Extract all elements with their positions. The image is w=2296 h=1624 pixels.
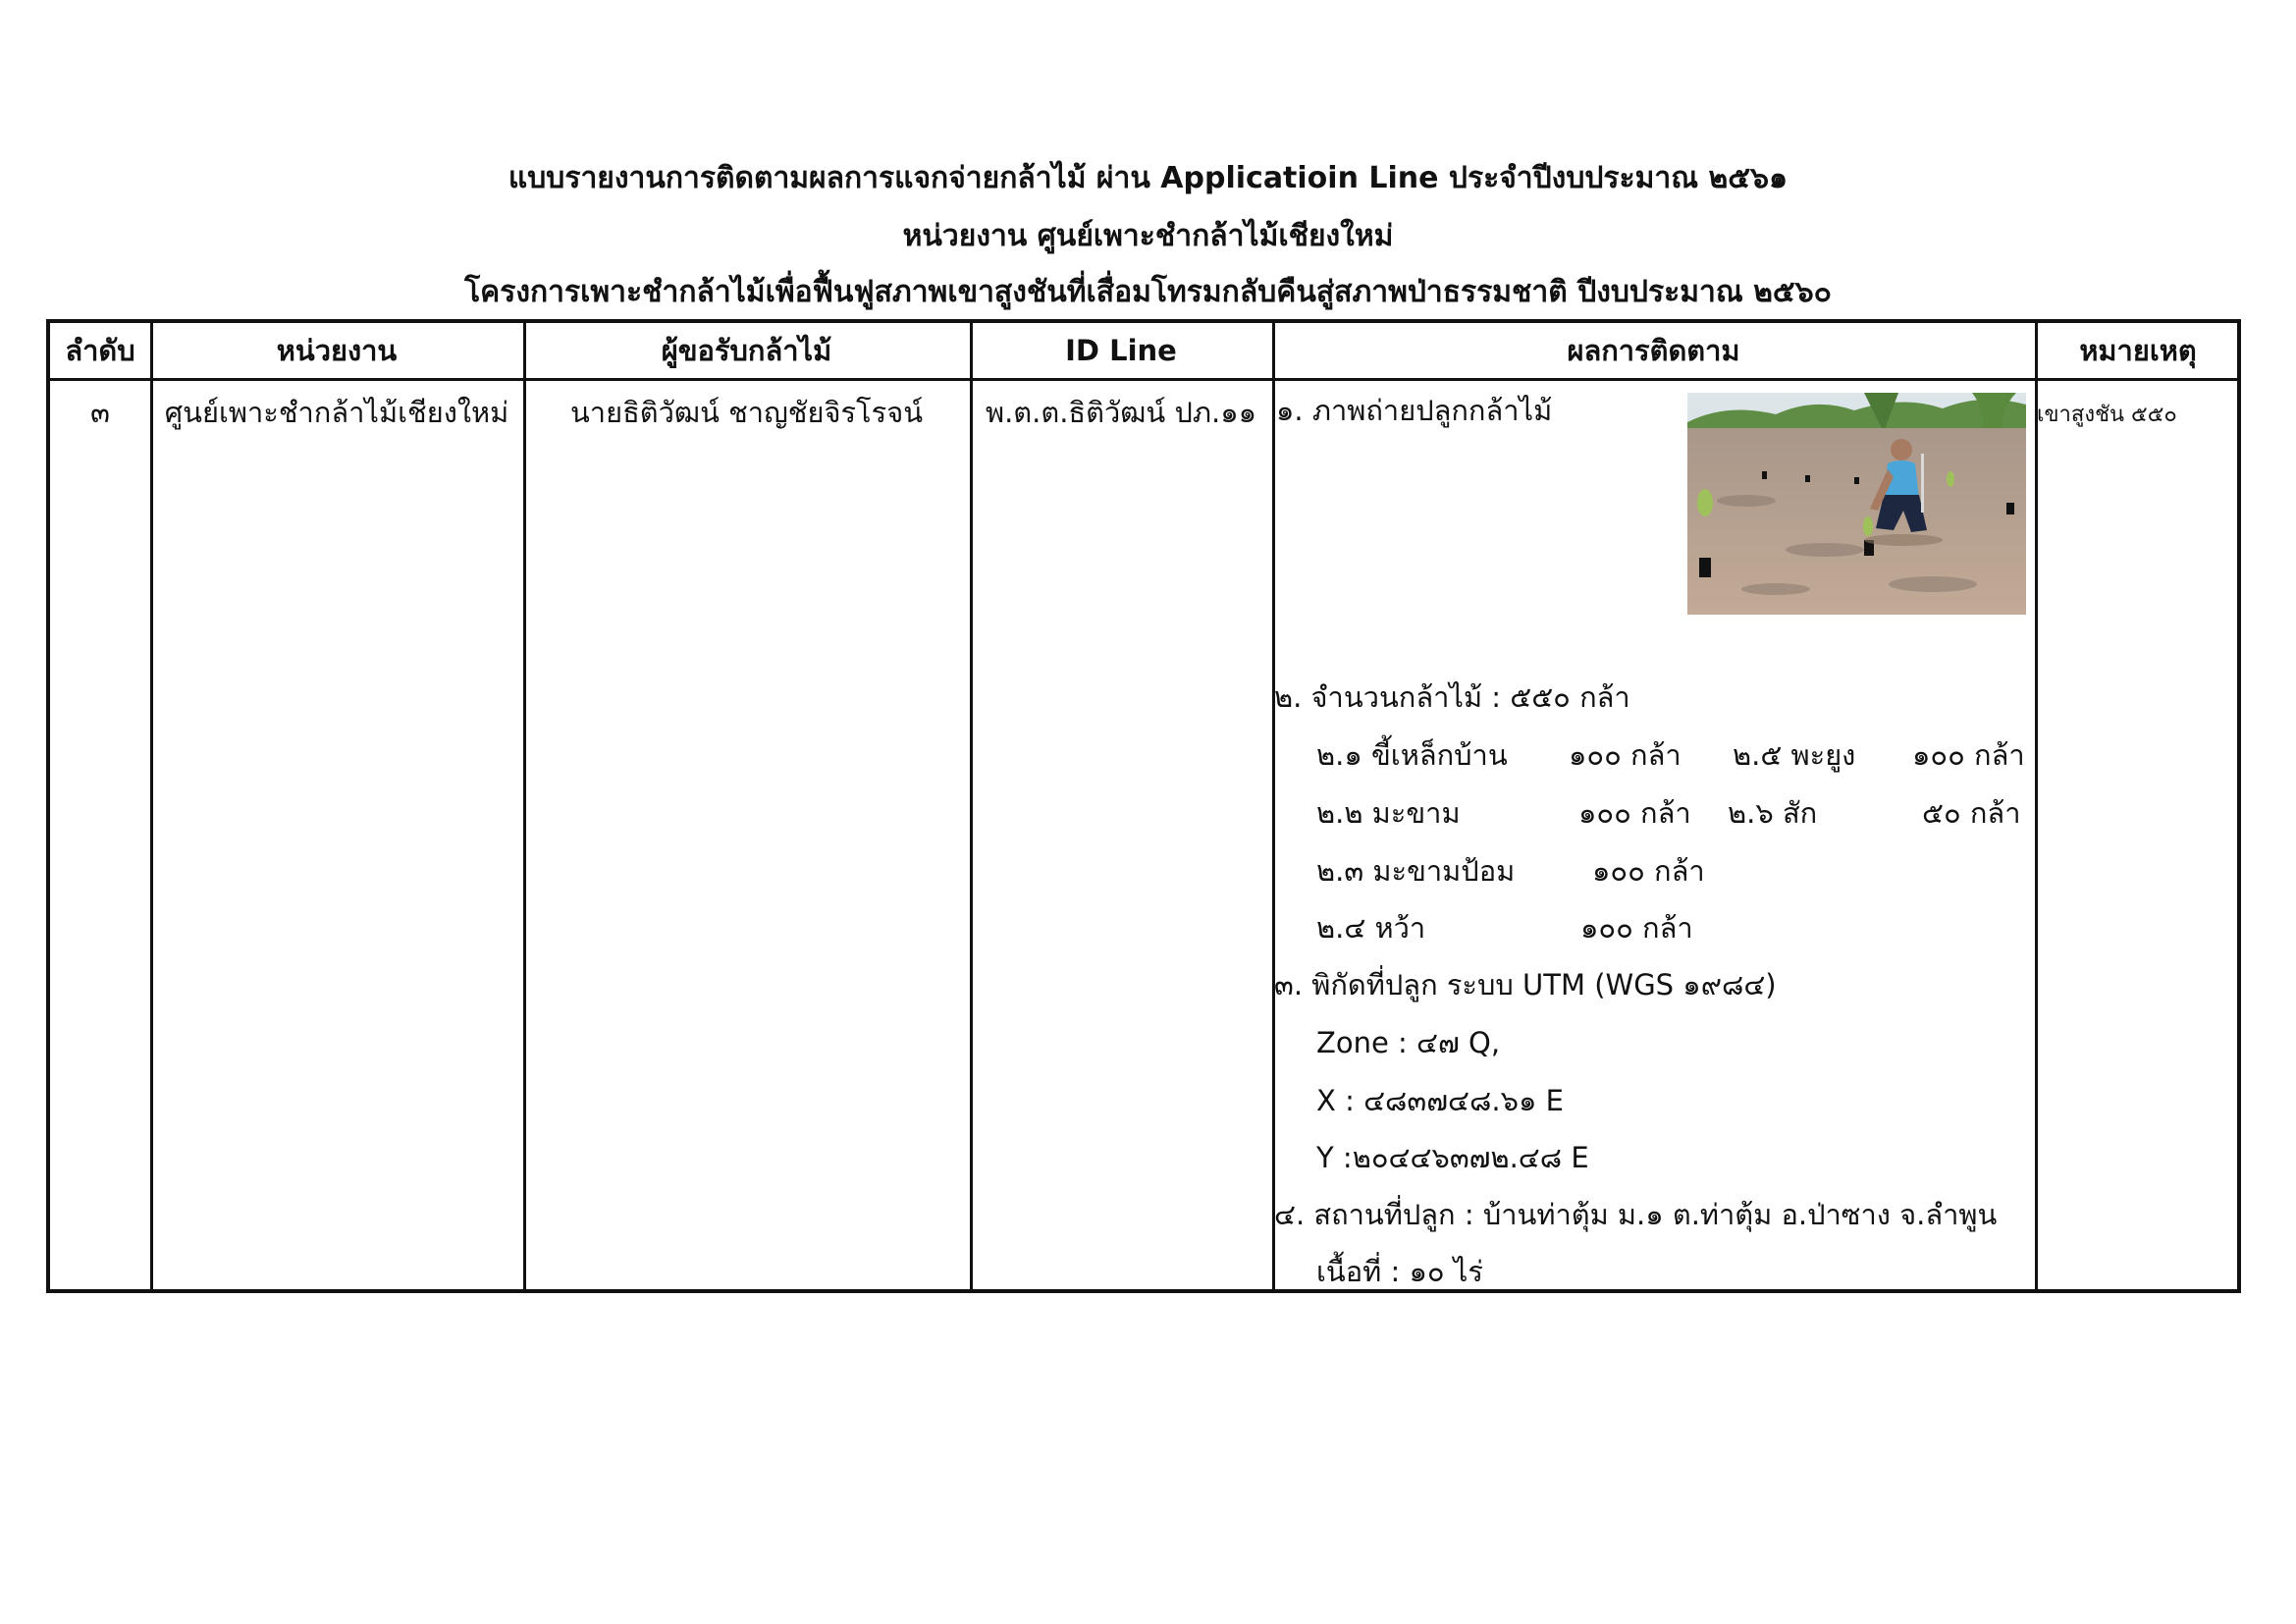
species-5-qty: ๑๐๐ กล้า: [1912, 738, 2025, 772]
result-item-location: ๔. สถานที่ปลูก : บ้านท่าตุ้ม ม.๑ ต.ท่าตุ้ม อ.ป่าซาง จ.ลำพูน: [1274, 1198, 1998, 1231]
project-title: โครงการเพาะชำกล้าไม้เพื่อฟื้นฟูสภาพเขาสูงชันที่เสื่อมโทรมกลับคืนสู่สภาพป่าธรรมชาติ ปีงบประมาณ ๒๕๖๐: [464, 275, 1832, 309]
utm-x: X : ๔๘๓๗๔๘.๖๑ E: [1316, 1084, 1564, 1117]
row-order: ๓: [90, 396, 110, 429]
report-title: แบบรายงานการติดตามผลการแจกจ่ายกล้าไม้ ผ่าน Applicatioin Line ประจำปีงบประมาณ ๒๕๖๑: [507, 161, 1789, 195]
species-1-qty: ๑๐๐ กล้า: [1569, 738, 1682, 772]
result-item-coordinates: ๓. พิกัดที่ปลูก ระบบ UTM (WGS ๑๙๘๔): [1274, 968, 1777, 1001]
utm-y: Y :๒๐๔๔๖๓๗๒.๔๘ E: [1316, 1141, 1589, 1174]
header-agency: หน่วยงาน: [276, 334, 398, 367]
species-2-label: ๒.๒ มะขาม: [1316, 796, 1461, 830]
header-results: ผลการติดตาม: [1567, 334, 1740, 367]
species-1-label: ๒.๑ ขี้เหล็กบ้าน: [1316, 738, 1508, 772]
result-item-count: ๒. จำนวนกล้าไม้ : ๕๕๐ กล้า: [1274, 680, 1630, 714]
species-6-label: ๒.๖ สัก: [1728, 796, 1818, 830]
header-recipient: ผู้ขอรับกล้าไม้: [661, 334, 832, 367]
species-2-qty: ๑๐๐ กล้า: [1578, 796, 1691, 830]
row-id-line: พ.ต.ต.ธิติวัฒน์ ปภ.๑๑: [985, 396, 1257, 429]
result-item-photo: ๑. ภาพถ่ายปลูกกล้าไม้: [1276, 394, 1553, 427]
header-order: ลำดับ: [65, 334, 135, 367]
species-5-label: ๒.๕ พะยูง: [1733, 738, 1856, 772]
utm-zone: Zone : ๔๗ Q,: [1316, 1026, 1501, 1059]
header-note: หมายเหตุ: [2079, 334, 2197, 367]
row-agency: ศูนย์เพาะชำกล้าไม้เชียงใหม่: [164, 396, 509, 429]
species-6-qty: ๕๐ กล้า: [1922, 796, 2021, 830]
species-3-label: ๒.๓ มะขามป้อม: [1316, 854, 1516, 888]
planting-area: เนื้อที่ : ๑๐ ไร่: [1316, 1255, 1483, 1288]
species-4-qty: ๑๐๐ กล้า: [1580, 911, 1693, 945]
header-id-line: ID Line: [1065, 334, 1177, 367]
row-note: เขาสูงชัน ๕๕๐: [2037, 403, 2177, 427]
planting-photo: [1687, 393, 2026, 615]
species-3-qty: ๑๐๐ กล้า: [1592, 854, 1705, 888]
row-recipient: นายธิติวัฒน์ ชาญชัยจิรโรจน์: [569, 396, 924, 429]
species-4-label: ๒.๔ หว้า: [1316, 911, 1426, 945]
agency-title: หน่วยงาน ศูนย์เพาะชำกล้าไม้เชียงใหม่: [902, 219, 1394, 253]
